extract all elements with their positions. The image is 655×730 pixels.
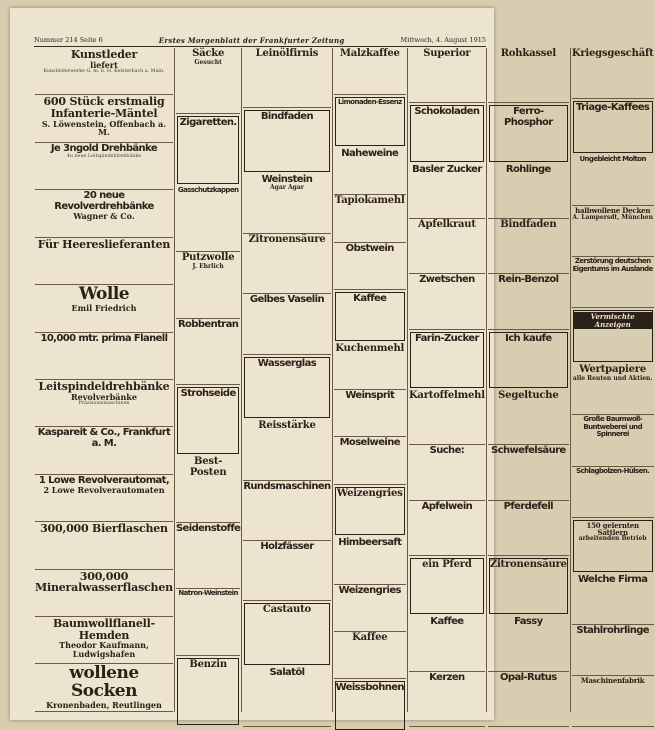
column-2 <box>175 48 242 712</box>
ad-headline: 300,000 Bierflaschen <box>40 522 168 536</box>
ad-headline: Superior <box>423 48 471 59</box>
advertisement <box>334 390 406 437</box>
ad-headline: Kerzen <box>429 671 465 683</box>
ad-headline: Weinstein <box>261 173 313 185</box>
advertisement <box>35 475 173 522</box>
ad-sub: alle Renten und Aktien. <box>572 374 653 382</box>
advertisement <box>572 676 654 727</box>
ad-headline: Wasserglas <box>257 357 317 369</box>
advertisement <box>409 164 485 219</box>
ad-headline: Maschinenfabrik <box>580 675 645 685</box>
advertisement <box>176 589 240 655</box>
advertisement <box>35 664 173 711</box>
ad-headline: 300,000 Mineralwasserflaschen <box>35 569 173 595</box>
advertisement <box>334 632 406 679</box>
ad-headline: Strohseide <box>180 387 236 399</box>
ad-headline: Fassy <box>514 616 543 628</box>
advertisement <box>488 390 569 445</box>
advertisement <box>573 101 653 153</box>
advertisement <box>573 310 653 362</box>
advertisement <box>243 541 330 601</box>
ad-headline: Ungebleicht Molton <box>579 155 646 164</box>
advertisement <box>35 48 173 95</box>
ad-headline: ein Pferd <box>422 558 472 570</box>
column-1 <box>34 48 175 712</box>
ad-headline: Seidenstoffe <box>175 522 241 534</box>
ad-headline: Moselweine <box>339 437 400 449</box>
advertisement <box>35 427 173 474</box>
advertisement <box>572 467 654 518</box>
ad-sub: Wagner & Co. <box>73 211 135 222</box>
ad-headline: Best-Posten <box>189 456 227 478</box>
advertisement <box>334 537 406 584</box>
advertisement <box>334 343 406 390</box>
ad-sub: arbeitenden Betrieb <box>578 535 647 543</box>
advertisement <box>572 48 654 99</box>
advertisement <box>35 617 173 664</box>
ad-headline: Gelbes Vaselin <box>249 294 324 306</box>
advertisement <box>176 186 240 252</box>
ad-headline: Kaspareit & Co., Frankfurt a. M. <box>37 427 171 449</box>
ad-headline: Kuchenmehl <box>335 342 405 354</box>
ad-headline: Malzkaffee <box>339 48 400 59</box>
ad-headline: Baumwollflanell-Hemden <box>52 617 155 642</box>
ad-headline: Säcke <box>192 48 225 59</box>
advertisement <box>35 570 173 617</box>
advertisement <box>244 357 329 418</box>
advertisement <box>572 155 654 206</box>
advertisement <box>176 252 240 318</box>
ad-headline: Je 3ngold Drehbänke <box>50 142 158 154</box>
ad-headline: 600 Stück erstmalig Infanterie-Mäntel <box>43 95 165 120</box>
ad-headline: Basler Zucker <box>412 163 482 175</box>
ad-headline: Große Baumwoll-Buntweberei und Spinnerei <box>583 415 642 439</box>
advertisement <box>334 148 406 195</box>
advertisement <box>409 501 485 556</box>
advertisement <box>35 190 173 237</box>
ad-columns <box>34 48 654 712</box>
advertisement <box>572 625 654 676</box>
ad-headline: Bindfaden <box>260 111 313 123</box>
advertisement <box>489 105 568 161</box>
advertisement <box>409 219 485 274</box>
advertisement <box>410 332 484 388</box>
advertisement <box>177 387 239 454</box>
ad-headline: Wertpapiere <box>579 364 647 376</box>
ad-sub: A. Lampersdt, München <box>572 213 653 221</box>
advertisement <box>334 195 406 242</box>
advertisement <box>488 219 569 274</box>
advertisement <box>409 390 485 445</box>
advertisement <box>243 48 330 108</box>
advertisement <box>572 206 654 257</box>
advertisement <box>335 681 405 729</box>
ad-headline: Weizengries <box>338 584 401 596</box>
ad-headline: Rohlinge <box>505 163 551 175</box>
advertisement <box>35 285 173 332</box>
advertisement <box>35 380 173 427</box>
advertisement <box>409 274 485 329</box>
advertisement <box>35 522 173 569</box>
ad-sub: S. Löwenstein, Offenbach a. M. <box>41 118 167 137</box>
masthead: Erstes Morgenblatt der Frankfurter Zeitung <box>158 35 345 45</box>
advertisement <box>488 48 569 103</box>
advertisement <box>572 364 654 415</box>
ad-headline: Apfelwein <box>421 500 473 512</box>
ad-headline: Kriegsgeschäft <box>571 48 654 59</box>
ad-headline: Wolle <box>78 284 130 305</box>
ad-body: Präzisionsmaschinen <box>78 400 130 406</box>
ad-headline: Benzin <box>189 658 227 670</box>
advertisement <box>410 558 484 614</box>
ad-headline: 10,000 mtr. prima Flanell <box>40 332 168 344</box>
advertisement <box>488 616 569 671</box>
ad-headline: Limonaden-Essenz <box>337 98 402 107</box>
header-left: Nummer 214 Seite 6 <box>34 36 103 44</box>
advertisement <box>335 97 405 145</box>
ad-headline: 20 neue Revolverdrehbänke <box>54 190 154 212</box>
ad-headline: Apfelkraut <box>418 218 476 230</box>
ad-sub: Kronenbaden, Reutlingen <box>46 700 162 711</box>
ad-headline: Holzfässer <box>260 540 314 552</box>
ad-sub: Theodor Kaufmann, Ludwigshafen <box>59 640 149 659</box>
advertisement <box>243 174 330 234</box>
ad-headline: Salatöl <box>269 666 305 678</box>
advertisement <box>335 487 405 535</box>
advertisement <box>176 48 240 114</box>
ad-headline: Stahlrohrlinge <box>576 624 649 636</box>
ad-headline: Weinsprit <box>345 389 395 401</box>
ad-body: Kunstlederwerke G. m. b. H. Kelsterbach a. Main. <box>43 68 165 74</box>
column-7 <box>571 48 655 712</box>
ad-headline: 150 gelernten Sattlern <box>586 520 639 537</box>
ad-headline: Castauto <box>262 604 312 616</box>
advertisement <box>410 105 484 161</box>
advertisement <box>334 585 406 632</box>
ad-headline: Schwefelsäure <box>491 445 566 457</box>
advertisement <box>35 143 173 190</box>
column-4 <box>333 48 408 712</box>
ad-headline: Schokoladen <box>414 106 480 118</box>
ad-headline: Rein-Benzol <box>498 274 559 286</box>
ad-headline: Kunstleder <box>70 48 138 61</box>
ad-headline: Zwetschen <box>419 274 475 286</box>
ad-headline: Rundsmaschinen <box>243 480 331 492</box>
ad-sub: 2 Lowe Revolverautomaten <box>43 485 165 496</box>
ad-headline: Leinölfirnis <box>255 48 319 59</box>
header-date: Mittwoch, 4. August 1915 <box>400 36 486 44</box>
ad-headline: Segeltuche <box>498 389 559 401</box>
ad-sub: Revolverbänke <box>71 391 137 402</box>
column-3 <box>242 48 332 712</box>
ad-headline: Leitspindeldrehbänke <box>38 379 170 393</box>
ad-headline: Naheweine <box>341 147 399 159</box>
ad-headline: Ich kaufe <box>505 332 552 344</box>
advertisement <box>409 48 485 103</box>
ad-headline: Rohkassel <box>500 48 556 59</box>
advertisement <box>35 333 173 380</box>
ad-headline: Reisstärke <box>258 420 316 432</box>
advertisement <box>176 319 240 385</box>
ad-headline: Triage-Kaffees <box>576 102 650 114</box>
advertisement <box>243 294 330 354</box>
ad-headline: Ferro-Phosphor <box>504 106 553 128</box>
advertisement <box>243 481 330 541</box>
newspaper-page <box>10 8 654 720</box>
ad-headline: Himbeersaft <box>338 537 402 549</box>
ad-headline: Farin-Zucker <box>414 332 479 344</box>
advertisement <box>572 415 654 466</box>
advertisement <box>488 501 569 556</box>
ad-headline: halbwollene Decken <box>575 206 651 216</box>
advertisement <box>176 456 240 522</box>
ad-headline: Tapiokamehl <box>334 195 405 207</box>
ad-headline: Welche Firma <box>577 573 648 585</box>
advertisement <box>334 243 406 290</box>
advertisement <box>488 164 569 219</box>
ad-headline: Kaffee <box>352 632 388 644</box>
ad-headline: Natron-Weinstein <box>178 589 238 598</box>
advertisement <box>35 95 173 142</box>
ad-headline: Zerstörung deutschen Eigentums im Auslande <box>572 257 653 273</box>
advertisement <box>488 445 569 500</box>
ad-sub: Agar Agar <box>270 184 304 192</box>
ad-headline: Kaffee <box>430 616 464 628</box>
advertisement <box>409 445 485 500</box>
advertisement <box>335 292 405 340</box>
ad-sub: liefert <box>90 59 118 70</box>
ad-headline: Kaffee <box>353 293 387 305</box>
ad-headline: Zitronensäure <box>489 558 567 570</box>
advertisement <box>244 110 329 171</box>
ad-body: 4u neue Leitspindeldrehbänke <box>66 154 142 160</box>
ad-headline: Zitronensäure <box>248 234 326 246</box>
advertisement <box>176 523 240 589</box>
advertisement <box>572 257 654 308</box>
ad-sub: J. Ehrlich <box>192 262 224 270</box>
advertisement <box>243 420 330 480</box>
ad-headline: Schlagbolzen-Hülsen. <box>576 466 650 475</box>
advertisement <box>334 437 406 484</box>
advertisement <box>489 558 568 614</box>
advertisement <box>177 658 239 725</box>
ad-headline: Robbentran <box>177 318 239 330</box>
ad-headline: Bindfaden <box>500 218 557 230</box>
column-6 <box>487 48 571 712</box>
ad-headline: Für Heereslieferanten <box>37 237 171 251</box>
ad-headline: Pferdefell <box>503 500 553 512</box>
ad-headline: Kartoffelmehl <box>408 389 485 401</box>
advertisement <box>488 274 569 329</box>
ad-headline: Suche: <box>429 445 465 457</box>
advertisement <box>35 238 173 285</box>
advertisement <box>572 574 654 625</box>
ad-headline: Weizengries <box>336 487 403 499</box>
ad-headline: Obstwein <box>345 242 394 254</box>
ad-headline: Opal-Rutus <box>500 671 557 683</box>
page-header <box>34 34 486 47</box>
advertisement <box>243 667 330 727</box>
ad-headline: wollene Socken <box>69 663 139 702</box>
section-heading: Vermischte Anzeigen <box>574 312 652 329</box>
advertisement <box>177 116 239 183</box>
ad-sub: Gesucht <box>194 58 222 66</box>
advertisement <box>409 616 485 671</box>
advertisement <box>409 672 485 727</box>
ad-headline: Zigaretten. <box>179 117 237 129</box>
advertisement <box>488 672 569 727</box>
ad-headline: 1 Lowe Revolverautomat, <box>38 474 170 486</box>
column-5 <box>408 48 487 712</box>
ad-sub: Emil Friedrich <box>71 302 137 313</box>
advertisement <box>489 332 568 388</box>
advertisement <box>244 603 329 664</box>
ad-headline: Putzwolle <box>181 252 235 264</box>
advertisement <box>243 234 330 294</box>
ad-headline: Gasschutzkappen <box>177 185 239 194</box>
ad-headline: Weissbohnen <box>335 682 404 694</box>
advertisement <box>334 48 406 95</box>
advertisement <box>573 520 653 572</box>
